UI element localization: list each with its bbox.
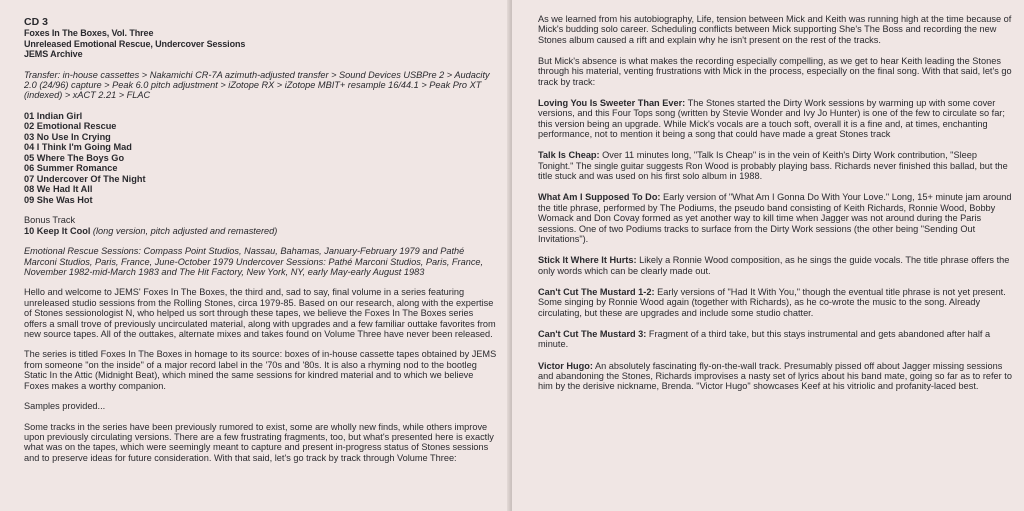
track-note-text: Likely a Ronnie Wood composition, as he sings the guide vocals. The title phrase offers the only words which can be clearly made out. <box>538 255 1010 276</box>
track-item: 05 Where The Boys Go <box>24 152 125 163</box>
track-note-title: Victor Hugo: <box>538 360 593 371</box>
track-note <box>538 361 1014 392</box>
archive-label: JEMS Archive <box>24 49 83 59</box>
track-note <box>538 255 1014 276</box>
tracks-overview-paragraph: Some tracks in the series have been previously rumored to exist, some are wholly new finds, while others improve upon previously circulating versions. There are a few frustrating fragments, too, but what's presented here is exactly what was on the tapes, which were seemingly meant to capture and present in-progress status of Stones sessions and to preserve ideas for future consideration. With that said, let's go track by track through Volume Three: <box>24 421 494 463</box>
samples-note: Samples provided... <box>24 401 106 412</box>
series-title-paragraph: The series is titled Foxes In The Boxes in homage to its source: boxes of in-house cassette tapes obtained by JEMS from someone "on the inside" of a major record label in the '70s and '80s. It is also a rhyming nod to the bootleg Static In the Attic (Midnight Beat), which mined the same sessions for kindred material and to which we believe Foxes makes a worthy companion. <box>24 349 497 391</box>
album-title: Foxes In The Boxes, Vol. Three <box>24 28 154 38</box>
track-note <box>538 192 1014 244</box>
track-note-title: What Am I Supposed To Do: <box>538 192 661 203</box>
bonus-label: Bonus Track <box>24 215 76 226</box>
bonus-track <box>24 226 498 237</box>
track-note-title: Stick It Where It Hurts: <box>538 255 637 266</box>
track-note <box>538 150 1014 181</box>
track-note <box>538 287 1014 318</box>
intro-paragraph: Hello and welcome to JEMS' Foxes In The Boxes, the third and, sad to say, final volume in a series featuring unreleased studio sessions from the Rolling Stones, circa 1979-85. Based on our research, along with the expertise of Stones sessionologist N, who helped us sort through these tapes, we believe the Foxes In The Boxes series offers a small trove of previously uncirculated material, along with upgrades and a few familiar outtake favorites from new source tapes. All of the outtakes, alternate mixes and takes found on Volume Three have never been released. <box>24 287 496 340</box>
right-page <box>512 0 1024 511</box>
track-note-text: Early versions of "Had It With You," though the eventual title phrase is not yet present. Some singing by Ronnie Wood again (together with Richards), as he co-wrote the music to the song. Already circulating, but these are upgrades and include some studio chatter. <box>538 286 1006 318</box>
track-item: 01 Indian Girl <box>24 110 83 121</box>
track-note-title: Talk Is Cheap: <box>538 150 600 161</box>
session-info: Emotional Rescue Sessions: Compass Point Studios, Nassau, Bahamas, January-February 1979 and Pathé Marconi Studios, Paris, France, June-October 1979 Undercover Sessions: Pathé Marconi Studios, Paris, France, November 1982-mid-March 1983 and The Hit Factory, New York, NY, early May-early August 1983 <box>24 246 484 278</box>
track-item: 09 She Was Hot <box>24 194 93 205</box>
track-note-text: Over 11 minutes long, "Talk Is Cheap" is in the vein of Keith's Dirty Work contribution, "Sleep Tonight." The single guitar suggests Ron Wood is probably playing bass. Richards never finished this ballad, but the title stuck and was used on his first solo album in 1988. <box>538 150 1008 182</box>
cd-number: CD 3 <box>24 16 48 28</box>
track-note-title: Can't Cut The Mustard 1-2: <box>538 286 655 297</box>
transfer-chain: Transfer: in-house cassettes > Nakamichi CR-7A azimuth-adjusted transfer > Sound Devices USBPre 2 > Audacity 2.0 (24/96) capture > Peak 6.0 pitch adjustment > iZotope RX > iZotope MBIT+ resample 16/44.1 > Peak Pro XT (indexed) > xACT 2.21 > FLAC <box>24 69 490 101</box>
track-item: 04 I Think I'm Going Mad <box>24 142 132 153</box>
bonus-track-title: 10 Keep It Cool <box>24 225 91 236</box>
track-note <box>538 329 1014 350</box>
mick-absence-paragraph: But Mick's absence is what makes the recording especially compelling, as we get to hear Keith leading the Stones through his material, venting frustrations with Mick in the process, especially on the final song. With that said, let's go track by track: <box>538 56 1012 87</box>
track-item: 07 Undercover Of The Night <box>24 173 146 184</box>
bonus-track-note: (long version, pitch adjusted and remastered) <box>90 225 278 236</box>
track-item: 02 Emotional Rescue <box>24 121 117 132</box>
track-item: 08 We Had It All <box>24 184 93 195</box>
track-note-text: An absolutely fascinating fly-on-the-wall track. Presumably pissed off about Jagger missing sessions and abandoning the Stones, Richards improvises a nasty set of lyrics about his band mate, going so far as to refer to him by the derisive nickname, Brenda. "Victor Hugo" showcases Keef at his vitriolic and profanity-laced best. <box>538 360 1012 392</box>
track-note <box>538 98 1014 140</box>
track-note-text: Fragment of a third take, but this stays instrumental and gets abandoned after half a minute. <box>538 328 991 350</box>
track-note-title: Loving You Is Sweeter Than Ever: <box>538 98 686 109</box>
track-note-text: Early version of "What Am I Gonna Do With Your Love." Long, 15+ minute jam around the title phrase, performed by The Podiums, the pseudo band consisting of Keith Richards, Ronnie Wood, Bobby Womack and Don Covay formed as yet another way to kill time when Jagger was not around during the Paris sessions. One of two Podiums tracks to surface from the Dirty Work sessions (the other being "Sending Out Invitations"). <box>538 192 1012 245</box>
track-list <box>24 111 498 206</box>
track-note-title: Can't Cut The Mustard 3: <box>538 328 647 339</box>
track-item: 06 Summer Romance <box>24 163 118 174</box>
track-item: 03 No Use In Crying <box>24 131 111 142</box>
album-subtitle: Unreleased Emotional Rescue, Undercover Sessions <box>24 38 246 49</box>
autobiography-paragraph: As we learned from his autobiography, Life, tension between Mick and Keith was running high at the time because of Mick's budding solo career. Scheduling conflicts between Mick supporting She's The Boss and recording the new Stones album caused a rift and explain why he isn't present on the rest of the tracks. <box>538 14 1012 45</box>
track-note-text: The Stones started the Dirty Work sessions by warming up with some cover versions, and this Four Tops song (written by Stevie Wonder and Ivy Jo Hunter) is one of the few to circulate so far; this version being an upgrade. While Mick's vocals are a touch soft, overall it is a fine and, at times, enchanting performance, not to mention it being a song that could have made a great Stones track <box>538 98 1005 140</box>
